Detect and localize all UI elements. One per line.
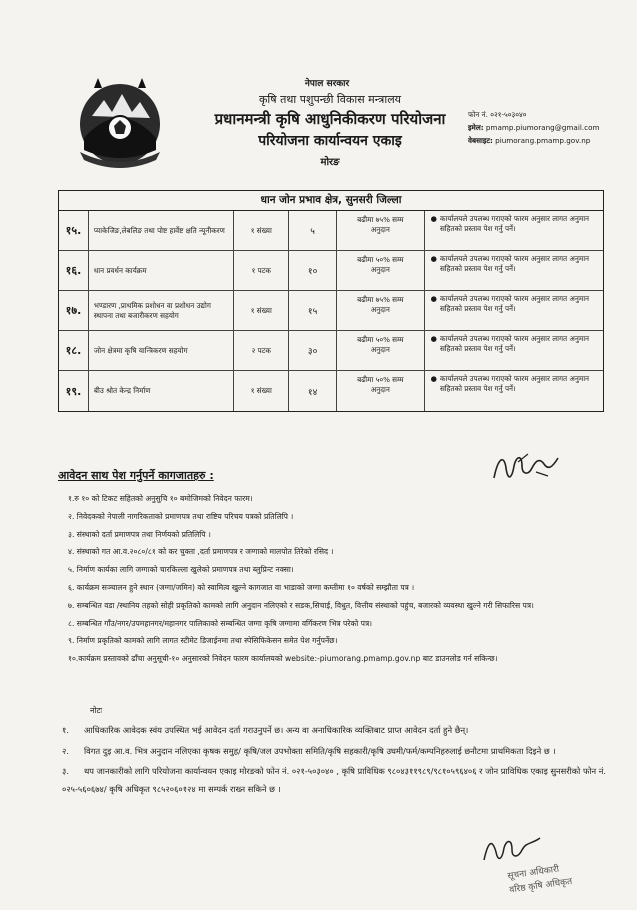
unit-cell: १ पटक: [234, 251, 289, 290]
program-name: प्याकेजिङ,लेबलिङ तथा पोष्ट हार्वेष्ट क्षति न्यूनीकरण: [89, 211, 234, 250]
stamp-line-2: वरिष्ठ कृषि अधिकृत: [508, 876, 573, 896]
document-item: २. निवेदकको नेपाली नागरिकताको प्रमाणपत्र तथा राष्टिय परिचय पत्रको प्रतिलिपि ।: [68, 511, 294, 521]
signature-icon: [478, 830, 548, 870]
unit-name: परियोजना कार्यान्वयन एकाइ: [258, 133, 402, 149]
documents-heading: आवेदन साथ पेश गर्नुपर्ने कागजातहरु :: [58, 469, 214, 482]
document-item: ३. संस्थाको दर्ता प्रमाणपत्र तथा निर्णयको प्रतिलिपि ।: [68, 529, 211, 539]
document-item: ४. संस्थाको गत आ.व.२०८०/८१ को कर चुक्ता ,दर्ता प्रमाणपत्र र जग्गाको मालपोत तिरेको रसिद ।: [68, 547, 334, 557]
program-table: [58, 190, 604, 412]
note-text: कार्यालयले उपलब्ध गराएको फारम अनुसार लागत अनुमान सहितको प्रस्ताव पेश गर्नु पर्ने।: [439, 334, 590, 353]
note-text: कार्यालयले उपलब्ध गराएको फारम अनुसार लागत अनुमान सहितको प्रस्ताव पेश गर्नु पर्ने।: [439, 254, 590, 273]
grant-limit: बढीमा ५०% सम्म: [357, 375, 404, 384]
grant-label: अनुदान: [370, 225, 390, 234]
note-text: कार्यालयले उपलब्ध गराएको फारम अनुसार लागत अनुमान सहितको प्रस्ताव पेश गर्नु पर्ने।: [439, 214, 590, 233]
program-name: धान प्रवर्धन कार्यक्रम: [89, 251, 234, 290]
grant-limit: बढीमा ७५% सम्म: [357, 215, 404, 224]
table-row: [59, 331, 603, 371]
grant-cell: [337, 211, 425, 250]
document-item: ९. निर्माण प्रकृतिको कामको लागि लागत स्टीमेट डिजाईनमा तथा स्पेसिफिकेसन समेत पेश गर्नुपर्नेछ।: [68, 636, 338, 646]
bullet-icon: ●: [430, 254, 437, 263]
note-item: [62, 763, 614, 798]
grant-label: अनुदान: [370, 265, 390, 274]
quantity-cell: १४: [289, 371, 337, 411]
document-item: ५. निर्माण कार्यका लागि जग्गाको चारकिल्ला खुलेको प्रमाणपत्र तथा ब्लुप्रिन्ट नक्सा।: [68, 565, 294, 575]
note-text: कार्यालयले उपलब्ध गराएको फारम अनुसार लागत अनुमान सहितको प्रस्ताव पेश गर्नु पर्ने।: [439, 294, 590, 313]
note-number: ३.: [62, 766, 69, 776]
bullet-icon: ●: [430, 214, 437, 223]
program-name: बीउ श्रोत केन्द्र निर्माण: [89, 371, 234, 411]
row-number: १७.: [59, 291, 89, 330]
grant-cell: [337, 371, 425, 411]
note-item: [62, 743, 614, 761]
table-row: [59, 211, 603, 251]
requirement-note: [425, 331, 603, 370]
document-item: ६. कार्यक्रम सञ्चालन हुने स्थान (जग्गा/जमिन) को स्वामित्व खुल्ने कागजात वा भाडाको जग्गा कम्तीमा १० वर्षको सम्झौता पत्र ।: [68, 582, 415, 592]
requirement-note: [425, 211, 603, 250]
email-address: pmamp.piumorang@gmail.com: [485, 123, 600, 132]
document-item: ८. सम्बन्धित गाँउ/नगर/उपमहानगर/महानगर पालिकाको सम्बन्धित जग्गा कृषि जग्गामा वर्गिकरण भित्र परेको पत्र।: [68, 618, 373, 628]
requirement-note: [425, 371, 603, 411]
note-number: २.: [62, 745, 69, 756]
note-text: विगत दुइ आ.व. भित्र अनुदान नलिएका कृषक समुह/ कृषि/जल उपभोक्ता समिति/कृषि सहकारी/कृषि उघमी/फर्म/कम्पनिहरुलाई छनौटमा प्राथमिकता दिइने छ ।: [84, 745, 556, 756]
grant-limit: बढीमा ५०% सम्म: [357, 335, 404, 344]
signature-icon: [488, 448, 568, 488]
quantity-cell: १५: [289, 291, 337, 330]
table-title: धान जोन प्रभाव क्षेत्र, सुनसरी जिल्ला: [59, 191, 603, 211]
quantity-cell: ३०: [289, 331, 337, 370]
grant-cell: [337, 251, 425, 290]
note-text: थप जानकारीको लागि परियोजना कार्यान्वयन एकाइ मोरङको फोन नं. ०२१-५०३०४० , कृषि प्राविधिक ९८०४३११९८९/९८१०५९६४०६ र जोन प्राविधिक एकाइ सुनसरीको फोन नं. ०२५-५६०६७४/ कृषि अधिकृत ९८५२०६०१२४ मा सम्पर्क राख्न सकिने छ ।: [62, 766, 606, 794]
table-row: [59, 291, 603, 331]
grant-cell: [337, 291, 425, 330]
email-label: इमेल:: [468, 123, 484, 132]
project-name: प्रधानमन्त्री कृषि आधुनिकीकरण परियोजना: [214, 110, 446, 128]
nepal-emblem-icon: [70, 78, 170, 170]
requirement-note: [425, 251, 603, 290]
table-row: [59, 371, 603, 411]
grant-label: अनुदान: [370, 385, 390, 394]
row-number: १९.: [59, 371, 89, 411]
bullet-icon: ●: [430, 334, 437, 343]
grant-label: अनुदान: [370, 345, 390, 354]
note-item: [62, 722, 614, 740]
note-number: १.: [62, 725, 69, 735]
document-item: १.रु १० को टिकट सहितको अनुसुचि १० बमोजिमको निवेदन फारम।: [68, 494, 253, 503]
requirement-note: [425, 291, 603, 330]
bullet-icon: ●: [430, 374, 437, 383]
row-number: १५.: [59, 211, 89, 250]
bullet-icon: ●: [430, 294, 437, 303]
stamp-line-1: सूचना अधिकारी: [506, 864, 560, 882]
website-address: piumorang.pmamp.gov.np: [495, 136, 591, 145]
quantity-cell: १०: [289, 251, 337, 290]
unit-cell: १ संख्या: [234, 291, 289, 330]
row-number: १६.: [59, 251, 89, 290]
quantity-cell: ५: [289, 211, 337, 250]
note-text: कार्यालयले उपलब्ध गराएको फारम अनुसार लागत अनुमान सहितको प्रस्ताव पेश गर्नु पर्ने।: [439, 374, 590, 393]
unit-cell: १ संख्या: [234, 371, 289, 411]
grant-limit: बढीमा ५०% सम्म: [357, 255, 404, 264]
notes-heading: नोटः: [90, 706, 103, 715]
table-row: [59, 251, 603, 291]
document-item: ७. सम्बन्धित वडा /स्थानिय तहको सोही प्रकृतिको कामको लागि अनुदान नलिएको र सडक,सिचाई, विधुत, वित्तीय संस्थाको पहुंच, बजारको व्यवस्था खुल्ने गरी सिफारिस पत्र।: [68, 600, 534, 610]
contact-block: [468, 108, 633, 147]
website-line: [468, 134, 633, 147]
program-name: जोन क्षेत्रमा कृषि यान्त्रिकरण सहयोग: [89, 331, 234, 370]
program-name: भण्डारण ,प्राथमिक प्रशोधन वा प्रशोधन उद्योग स्थापना तथा बजारीकरण सहयोग: [89, 291, 234, 330]
email-line: [468, 121, 633, 134]
grant-limit: बढीमा ७५% सम्म: [357, 295, 404, 304]
gov-name: नेपाल सरकार: [304, 79, 350, 89]
website-label: वेबसाइट:: [468, 136, 493, 145]
phone-number: फोन नं. ०२१-५०३०४०: [468, 110, 527, 119]
district-name: मोरङ: [320, 157, 340, 168]
unit-cell: २ पटक: [234, 331, 289, 370]
row-number: १८.: [59, 331, 89, 370]
ministry-name: कृषि तथा पशुपन्छी विकास मन्त्रालय: [258, 93, 402, 106]
note-text: आधिकारिक आवेदक स्वंय उपस्थित भई आवेदन दर्ता गराउनुपर्ने छ। अन्य वा अनाधिकारिक व्यक्तिबाट प्राप्त आवेदन दर्ता हुने छैन्।: [84, 725, 469, 735]
documents-list: [68, 490, 608, 668]
unit-cell: १ संख्या: [234, 211, 289, 250]
grant-cell: [337, 331, 425, 370]
table-body: [59, 211, 603, 411]
grant-label: अनुदान: [370, 305, 390, 314]
notes-list: [62, 722, 614, 801]
letterhead: [175, 92, 485, 171]
document-item: १०.कार्यक्रम प्रस्तावको ढाँचा अनुसूची-१० अनुसारको निवेदन फारम कार्यालयको website:-piumorang.pmamp.gov.np बाट डाउनलोड गर्न सकिन्छ।: [68, 654, 498, 664]
